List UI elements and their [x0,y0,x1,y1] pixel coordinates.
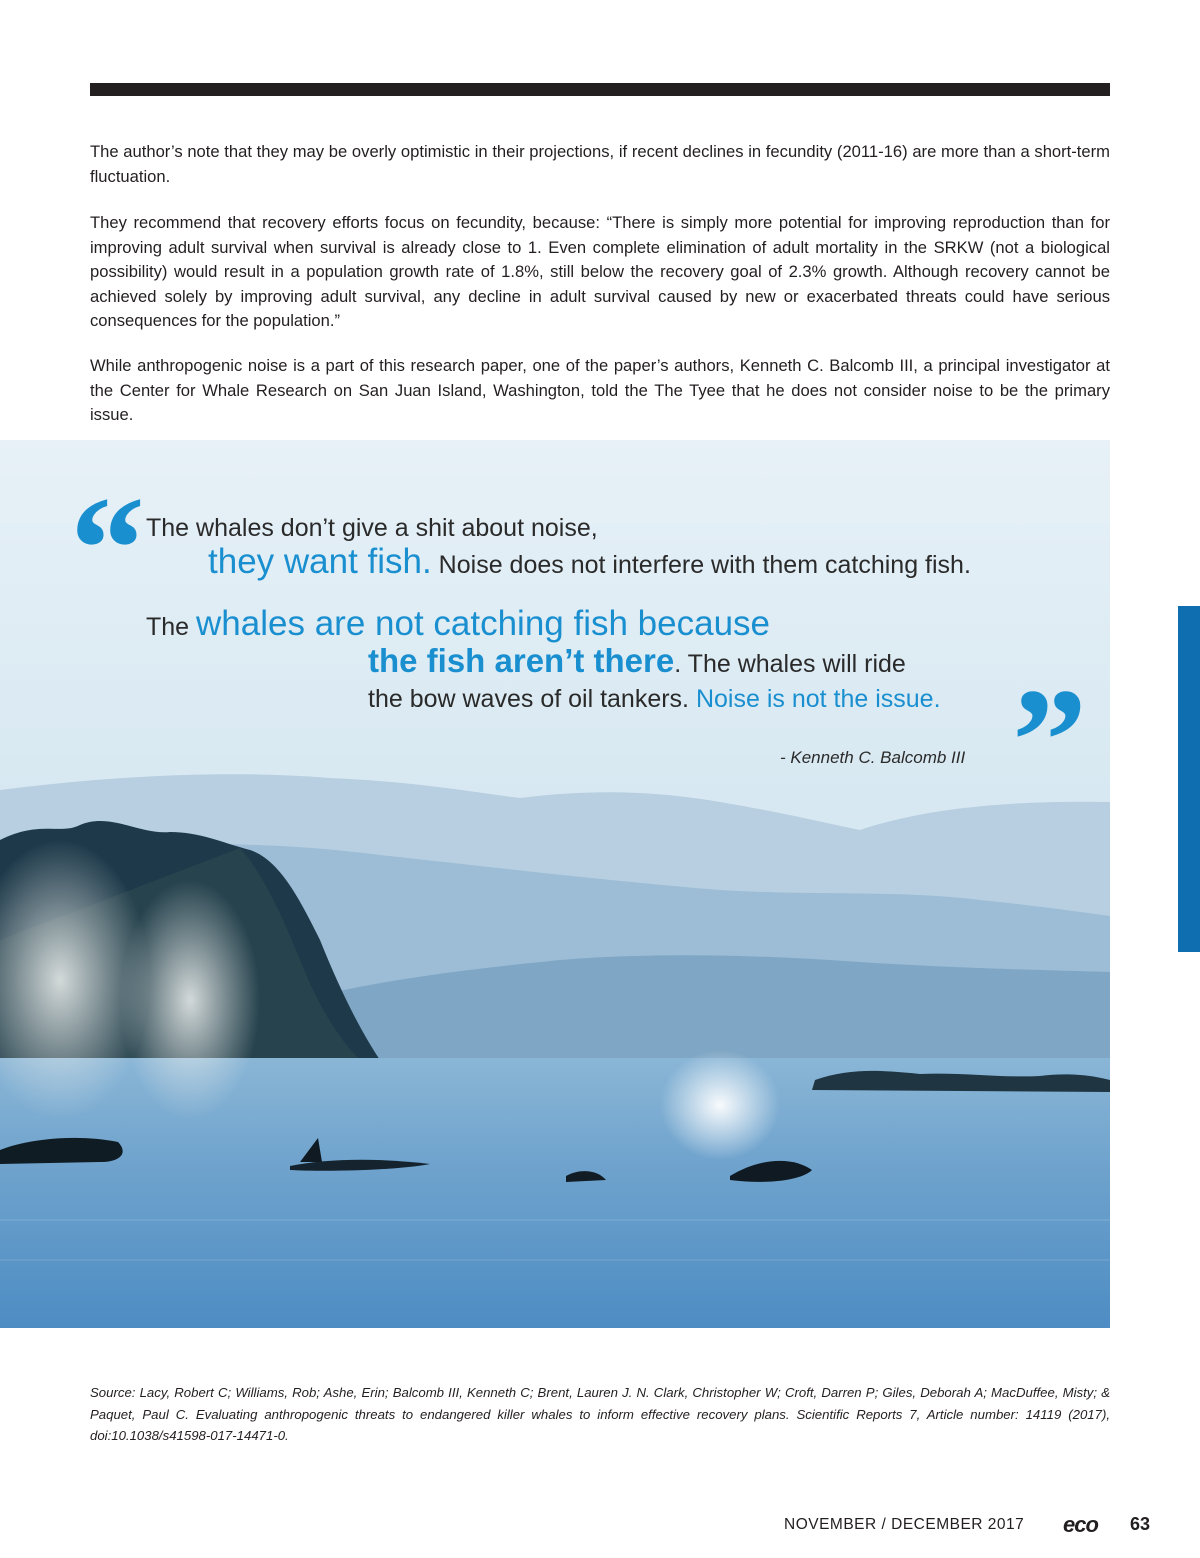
page-number: 63 [1130,1514,1151,1534]
pullquote-attribution: - Kenneth C. Balcomb III [780,748,966,767]
eco-logo: eco [1063,1512,1098,1537]
source-citation: Source: Lacy, Robert C; Williams, Rob; Ashe, Erin; Balcomb III, Kenneth C; Brent, Lauren J. N. Clark, Christopher W; Croft, Darren P; Giles, Deborah A; MacDuffee, Misty; & Paquet, Paul C. Evaluating anthropogenic threats to endangered killer whales to inform effective recovery plans. Scientific Reports 7, Article number: 14119 (2017), doi:10.1038/s41598-017-14471-0. [90,1385,1110,1443]
open-quote-mark: “ [70,466,145,632]
pullquote-line: The whales don’t give a shit about noise, [146,514,598,542]
top-rule [90,83,1110,96]
pullquote-line: The whales are not catching fish because [146,604,770,643]
body-paragraph: They recommend that recovery efforts focus on fecundity, because: “There is simply more potential for improving reproduction than for improving adult survival when survival is already close to 1. Even complete elimination of adult mortality in the SRKW (not a biological possibility) would result in a population growth rate of 1.8%, still below the recovery goal of 2.3% growth. Although recovery cannot be achieved solely by improving adult survival, any decline in adult survival caused by new or exacerbated threats could have serious consequences for the population.” [90,213,1110,330]
pullquote-line: they want fish. Noise does not interfere with them catching fish. [208,542,971,581]
footer-issue-date: NOVEMBER / DECEMBER 2017 [784,1516,1025,1533]
close-quote-mark: ” [1012,658,1087,824]
pullquote-line: the fish aren’t there. The whales will ride [368,642,906,679]
side-tab [1178,606,1200,952]
pullquote-line: the bow waves of oil tankers. Noise is not the issue. [368,685,941,713]
body-paragraph: The author’s note that they may be overly optimistic in their projections, if recent declines in fecundity (2011-16) are more than a short-term fluctuation. [90,142,1110,186]
body-paragraph: While anthropogenic noise is a part of this research paper, one of the paper’s authors, Kenneth C. Balcomb III, a principal investigator at the Center for Whale Research on San Juan Island, Washington, told the The Tyee that he does not consider noise to be the primary issue. [90,356,1110,424]
